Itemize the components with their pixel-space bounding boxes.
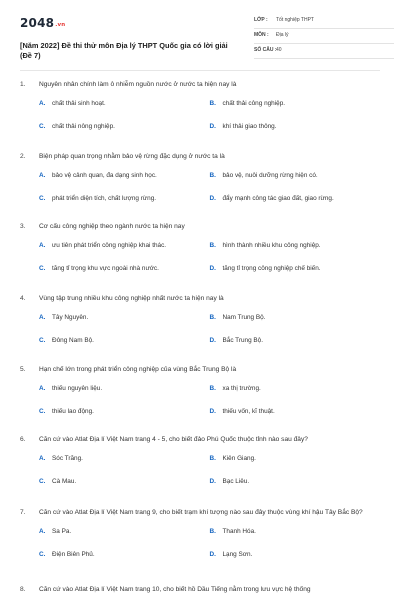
- option-letter: C.: [39, 337, 46, 344]
- answer-option[interactable]: [210, 385, 381, 392]
- option-row: [39, 257, 380, 280]
- question-number: 1.: [20, 81, 26, 88]
- answer-option[interactable]: [210, 551, 381, 558]
- option-text: chất thải nông nghiệp.: [52, 123, 115, 130]
- option-text: khí thải giao thông.: [222, 123, 277, 130]
- answer-option[interactable]: [210, 265, 381, 272]
- option-letter: C.: [39, 478, 46, 485]
- option-letter: A.: [39, 314, 46, 321]
- question-stem: [20, 365, 380, 374]
- option-letter: C.: [39, 195, 46, 202]
- question-stem: [20, 435, 380, 444]
- option-letter: D.: [209, 265, 216, 272]
- meta-row-class: [254, 14, 394, 29]
- option-letter: D.: [209, 551, 216, 558]
- answer-options: [39, 520, 380, 566]
- option-letter: C.: [39, 551, 46, 558]
- question-number: 2.: [20, 153, 26, 160]
- question-stem: [20, 294, 380, 303]
- question-text: Vùng tập trung nhiều khu công nghiệp nhất nước ta hiện nay là: [39, 295, 224, 302]
- option-letter: D.: [209, 123, 216, 130]
- option-letter: B.: [209, 385, 216, 392]
- option-text: hình thành nhiều khu công nghiệp.: [222, 242, 321, 249]
- answer-option[interactable]: [39, 265, 210, 272]
- option-letter: C.: [39, 265, 46, 272]
- answer-option[interactable]: [39, 195, 210, 202]
- page-header: [20, 14, 380, 60]
- option-letter: A.: [39, 528, 46, 535]
- option-text: Cà Mau.: [52, 478, 77, 485]
- logo-text: 2048: [20, 16, 55, 30]
- option-letter: B.: [209, 100, 216, 107]
- question-item: [20, 222, 380, 280]
- meta-row-subject: [254, 29, 394, 44]
- option-text: Nam Trung Bộ.: [222, 314, 266, 321]
- answer-option[interactable]: [39, 408, 210, 415]
- answer-option[interactable]: [39, 123, 210, 130]
- option-row: [39, 377, 380, 400]
- answer-option[interactable]: [39, 455, 210, 462]
- option-row: [39, 543, 380, 566]
- option-text: thiếu nguyên liệu.: [52, 385, 103, 392]
- answer-options: [39, 306, 380, 352]
- option-text: thiếu vốn, kĩ thuật.: [222, 408, 275, 415]
- option-row: [39, 470, 380, 493]
- option-text: Tây Nguyên.: [52, 314, 89, 321]
- answer-option[interactable]: [210, 314, 381, 321]
- answer-option[interactable]: [39, 478, 210, 485]
- option-text: Sóc Trăng.: [52, 455, 83, 462]
- question-stem: [20, 80, 380, 89]
- option-row: [39, 447, 380, 470]
- meta-label: SỐ CÂU :: [254, 47, 277, 53]
- answer-option[interactable]: [39, 100, 210, 107]
- option-letter: C.: [39, 123, 46, 130]
- option-letter: D.: [209, 408, 216, 415]
- option-text: xa thị trường.: [222, 385, 261, 392]
- meta-row-count: [254, 44, 394, 59]
- exam-title: [Năm 2022] Đề thi thử môn Địa lý THPT Quốc gia có lời giải (Đề 7): [20, 41, 228, 60]
- meta-value: Địa lý: [276, 32, 289, 38]
- option-row: [39, 400, 380, 423]
- option-row: [39, 92, 380, 115]
- option-text: chất thải công nghiệp.: [222, 100, 286, 107]
- option-text: Kiên Giang.: [222, 455, 256, 462]
- option-letter: B.: [209, 172, 216, 179]
- option-letter: B.: [209, 455, 216, 462]
- answer-option[interactable]: [39, 337, 210, 344]
- option-text: phát triển diện tích, chất lượng rừng.: [52, 195, 157, 202]
- question-stem: [20, 152, 380, 161]
- option-text: Thanh Hóa.: [222, 528, 256, 535]
- exam-meta: [254, 14, 394, 59]
- option-text: Bắc Trung Bộ.: [222, 337, 263, 344]
- question-item: [20, 365, 380, 423]
- answer-option[interactable]: [39, 172, 210, 179]
- question-text: Căn cứ vào Atlat Địa lí Việt Nam trang 10, cho biết hồ Dầu Tiếng nằm trong lưu vực hệ thống: [39, 586, 311, 593]
- question-number: 5.: [20, 366, 26, 373]
- option-row: [39, 187, 380, 210]
- site-logo[interactable]: [20, 16, 65, 30]
- answer-options: [39, 164, 380, 210]
- question-stem: [20, 508, 380, 517]
- answer-option[interactable]: [210, 100, 381, 107]
- answer-option[interactable]: [210, 172, 381, 179]
- option-letter: B.: [209, 242, 216, 249]
- option-letter: A.: [39, 100, 46, 107]
- option-text: bảo vệ, nuôi dưỡng rừng hiện có.: [222, 172, 318, 179]
- question-number: 4.: [20, 295, 26, 302]
- option-text: Bạc Liêu.: [222, 478, 250, 485]
- option-letter: A.: [39, 242, 46, 249]
- option-text: thiếu lao động.: [52, 408, 94, 415]
- question-text: Nguyên nhân chính làm ô nhiễm nguồn nước ở nước ta hiện nay là: [39, 81, 237, 88]
- question-item: [20, 152, 380, 210]
- option-text: chất thải sinh hoạt.: [52, 100, 106, 107]
- answer-option[interactable]: [210, 337, 381, 344]
- answer-option[interactable]: [210, 242, 381, 249]
- question-text: Căn cứ vào Atlat Địa lí Việt Nam trang 9, cho biết trạm khí tượng nào sau đây thuộc vùng khí hậu Tây Bắc Bộ?: [39, 509, 363, 516]
- option-letter: C.: [39, 408, 46, 415]
- option-letter: A.: [39, 172, 46, 179]
- question-text: Biện pháp quan trọng nhằm bảo vệ rừng đặc dụng ở nước ta là: [39, 153, 225, 160]
- question-text: Hạn chế lớn trong phát triển công nghiệp của vùng Bắc Trung Bộ là: [39, 366, 237, 373]
- question-item: [20, 294, 380, 352]
- answer-option[interactable]: [210, 455, 381, 462]
- answer-options: [39, 377, 380, 423]
- option-letter: B.: [209, 528, 216, 535]
- option-text: ưu tiên phát triển công nghiệp khai thác.: [52, 242, 167, 249]
- meta-label: LỚP :: [254, 17, 268, 23]
- question-stem: [20, 222, 380, 231]
- answer-options: [39, 234, 380, 280]
- question-item: [20, 80, 380, 138]
- option-text: bảo vệ cảnh quan, đa dạng sinh học.: [52, 172, 157, 179]
- option-letter: D.: [209, 337, 216, 344]
- option-text: tăng tỉ trọng công nghiệp chế biến.: [222, 265, 321, 272]
- answer-option[interactable]: [210, 528, 381, 535]
- option-text: tăng tỉ trọng khu vực ngoài nhà nước.: [52, 265, 159, 272]
- option-row: [39, 164, 380, 187]
- option-text: Đông Nam Bộ.: [52, 337, 94, 344]
- meta-value: 40: [276, 47, 282, 53]
- question-number: 7.: [20, 509, 26, 516]
- meta-value: Tốt nghiệp THPT: [276, 17, 314, 23]
- option-text: Sa Pa.: [52, 528, 72, 535]
- question-item: [20, 585, 380, 594]
- option-text: đẩy mạnh công tác giao đất, giao rừng.: [222, 195, 334, 202]
- option-row: [39, 306, 380, 329]
- option-row: [39, 329, 380, 352]
- meta-label: MÔN :: [254, 32, 269, 38]
- question-number: 3.: [20, 223, 26, 230]
- option-row: [39, 234, 380, 257]
- answer-options: [39, 447, 380, 493]
- answer-option[interactable]: [210, 408, 381, 415]
- question-text: Căn cứ vào Atlat Địa lí Việt Nam trang 4 - 5, cho biết đảo Phú Quốc thuộc tỉnh nào sau đây?: [39, 436, 308, 443]
- option-text: Điện Biên Phủ.: [52, 551, 95, 558]
- answer-options: [39, 92, 380, 138]
- option-letter: D.: [209, 478, 216, 485]
- answer-option[interactable]: [210, 195, 381, 202]
- option-row: [39, 520, 380, 543]
- logo-suffix: .vn: [55, 22, 66, 28]
- answer-option[interactable]: [210, 123, 381, 130]
- question-item: [20, 508, 380, 566]
- answer-option[interactable]: [39, 551, 210, 558]
- answer-option[interactable]: [39, 528, 210, 535]
- answer-option[interactable]: [39, 314, 210, 321]
- option-letter: B.: [209, 314, 216, 321]
- header-divider: [20, 70, 380, 71]
- answer-option[interactable]: [210, 478, 381, 485]
- question-number: 6.: [20, 436, 26, 443]
- question-stem: [20, 585, 380, 594]
- question-item: [20, 435, 380, 493]
- option-letter: A.: [39, 385, 46, 392]
- option-row: [39, 115, 380, 138]
- option-text: Lạng Sơn.: [222, 551, 253, 558]
- question-number: 8.: [20, 586, 26, 593]
- answer-option[interactable]: [39, 242, 210, 249]
- answer-option[interactable]: [39, 385, 210, 392]
- question-text: Cơ cấu công nghiệp theo ngành nước ta hiện nay: [39, 223, 185, 230]
- option-letter: D.: [209, 195, 216, 202]
- option-letter: A.: [39, 455, 46, 462]
